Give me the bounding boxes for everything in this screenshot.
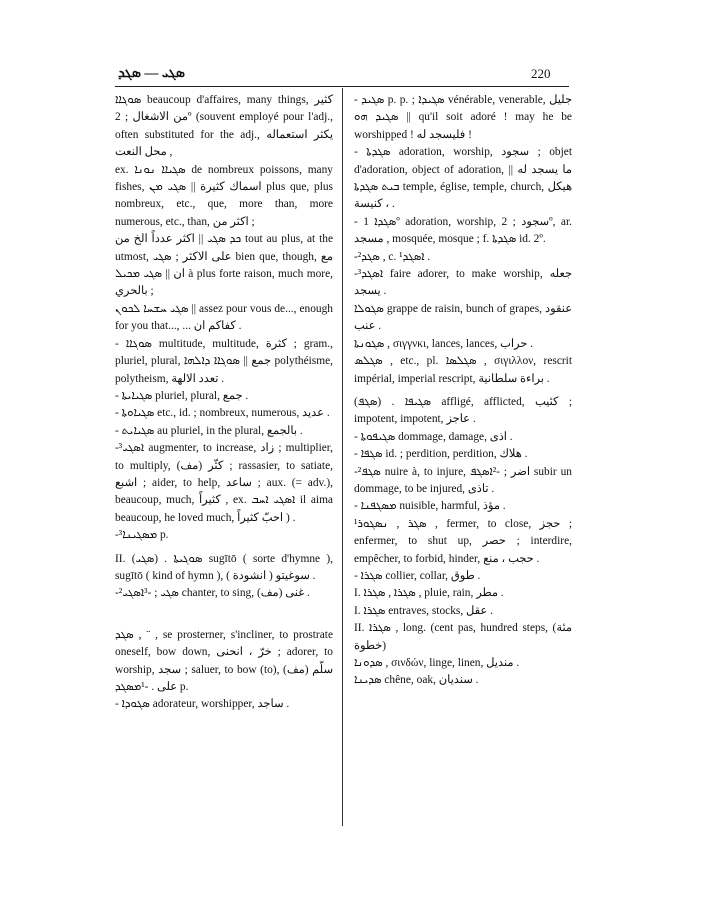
left-entry-8: - ܣܓܝܐܝܬ au pluriel, in the plural, بالجمع . <box>115 424 303 437</box>
right-entry-11: - ܣܓܦܐ id. ; perdition, perdition, هلاك . <box>354 448 528 461</box>
page-number: 220 <box>531 66 551 81</box>
right-entry-18: II. ܣܓܪܐ , long. (cent pas, hundred steps, (مئة خطوة) <box>354 622 572 652</box>
right-entry-3: - ܣܓܕܐ 1º adoration, worship, سجود ; 2º, ar. مسجد , mosquée, mosque ; f. ܣܓܕܬܐ id. 2º. <box>354 215 572 246</box>
left-entry-1: ܣܘܓܐܐ beaucoup d'affaires, many things, كثير من الاشغال ; 2º (souvent employé pour l'adj., often substituted for the adj., يكثر استعماله محل النعت , <box>115 94 334 159</box>
right-entry-6: ܣܓܘܠܐ grappe de raisin, bunch of grapes, عنقود عنب . <box>354 302 572 333</box>
right-entry-4: -²ܣܓܕ , c. ¹ܐܣܓܕ . <box>354 250 431 263</box>
left-entry-7: - ܣܓܝܐܘܬܐ etc., id. ; nombreux, numerous, عديد . <box>115 407 330 420</box>
left-entry-11: II. (ܣܓܝ) . ܣܘܓܝܬܐ sugītō ( sorte d'hymne ), sugītō ( kind of hymn ), سوغيتو ( انشودة ) . <box>115 552 334 582</box>
section-gap <box>115 603 333 627</box>
right-entry-1: - ܣܓܝܕ p. p. ; ܣܓܝܕܐ vénérable, venerable, جليل || ܣܓܝܕ ܗܘ qu'il soit adoré ! may he be worshipped ! فليسجد له ! <box>354 94 572 141</box>
left-entry-9: -³ܐܣܓܝ augmenter, to increase, زاد ; multiplier, to multiply, كثّر (مف) ; rassasier, to satiate, اشبع ; aider, to help, ساعد ; aux. (= adv.), beaucoup, much, كثيراً , ex. ܐܣܓܝ ܐܚܒ il aima beaucoup, he loved much, احبّ كثيراً ) . <box>115 442 333 524</box>
left-entry-4: ܣܓܝ ܚܫܚܐ ܠܟܘܢ || assez pour vous de..., enough for you that..., ... كفاكم ان . <box>115 302 333 333</box>
right-entry-12: -²ܣܓܦ nuire à, to injure, اضر ; -²ܐܣܓܦ subir un dommage, to be injured, تاذى . <box>354 465 572 495</box>
right-entry-9: (ܣܓܦ) . ܣܓܝܦܐ affligé, afflicted, كئيب ; impotent, impotent, عاجز . <box>354 395 572 426</box>
left-entry-6: - ܣܓܝܐܝܬܐ pluriel, plural, جمع . <box>115 389 249 402</box>
right-entry-14: ¹ܣܓܪ , ܢܣܓܘܪ , fermer, to close, حجز ; enfermer, to shut up, حصر ; interdire, empêcher, to forbid, hinder, حجب ، منع . <box>354 517 572 565</box>
right-entry-16: I. ܣܓܪܐ , ܣܓܪܐ , pluie, rain, مطر . <box>354 587 504 600</box>
running-head: ܣܓܝ — ܣܓܕ <box>118 66 185 81</box>
right-entry-19: ܣܕܘܢܐ , σινδών, linge, linen, منديل . <box>354 657 520 669</box>
left-entry-14: - ܣܓܘܕܐ adorateur, worshipper, ساجد . <box>115 698 290 711</box>
column-divider <box>342 88 343 826</box>
left-entry-13: ܣܓܕ , ¨ , se prosterner, s'incliner, to prostrate oneself, bow down, خرّ ، انحنى ; adorer, to worship, سجد ; saluer, to bow (to), سلّم (مف) على . -¹ܡܣܓܕ p. <box>115 628 333 693</box>
right-entry-7: ܣܓܘܢܬܐ , σιγγνκι, lances, lances, حراب . <box>354 337 534 350</box>
right-entry-15: - ܣܓܪܐ collier, collar, طوق . <box>354 569 481 582</box>
left-entry-12: -²ܣܓܝ ; -³ܐܣܓܝ chanter, to sing, غنى (مف) . <box>115 587 310 600</box>
right-entry-17: I. ܣܓܪܐ entraves, stocks, عقل . <box>354 604 493 617</box>
left-entry-2: ex. ܣܓܝܐܐ ܢܘܢܐ de nombreux poissons, many fishes, اسماك كثيرة || ܣܓܝ ܡܢ plus que, plus nombreux, etc., que, more than, more numerous, etc., than, اكثر من ; <box>115 163 333 228</box>
right-entry-13: - ܡܣܓܦܢܐ nuisible, harmful, مؤذ . <box>354 500 506 513</box>
right-entry-20: ܣܕܝܢܐ chêne, oak, سنديان . <box>354 674 479 687</box>
right-entry-10: - ܣܓܝܦܘܬܐ dommage, damage, اذى . <box>354 430 513 443</box>
right-column <box>354 92 572 690</box>
right-entry-2: - ܣܓܕܬܐ adoration, worship, سجود ; objet d'adoration, object of adoration, ما يسجد له || ܒܝܬ ܣܓܕܬܐ temple, église, temple, church, هيكل ، كنيسة . <box>354 146 573 211</box>
left-entry-10: -³ܡܣܓܝܢܐ p. <box>115 529 169 542</box>
right-entry-8: ܣܓܠܣ , etc., pl. ܣܓܠܣܐ , σιγιλλον, rescrit impérial, imperial rescript, براءة سلطانية . <box>354 355 572 385</box>
left-column <box>115 92 333 714</box>
left-entry-5: - ܣܘܓܐܐ multitude, multitude, كثرة ; gram., pluriel, plural, جمع || ܣܘܓܐܐ ܕܐܠܗܐ polythéisme, polytheism, تعدد الالهة . <box>115 337 334 385</box>
left-entry-3: ܟܕ ܣܓܝ || اكثر عدداً الخ من tout au plus, at the utmost, على الاكثر ; ܣܓܝ bien que, though, مع ان || ܣܓܝ ܡܟܝܠ à plus forte raison, much more, بالحري ; <box>115 233 333 298</box>
header-rule <box>115 86 569 87</box>
right-entry-5: -³ܐܣܓܕ faire adorer, to make worship, جعله يسجد . <box>354 268 572 298</box>
